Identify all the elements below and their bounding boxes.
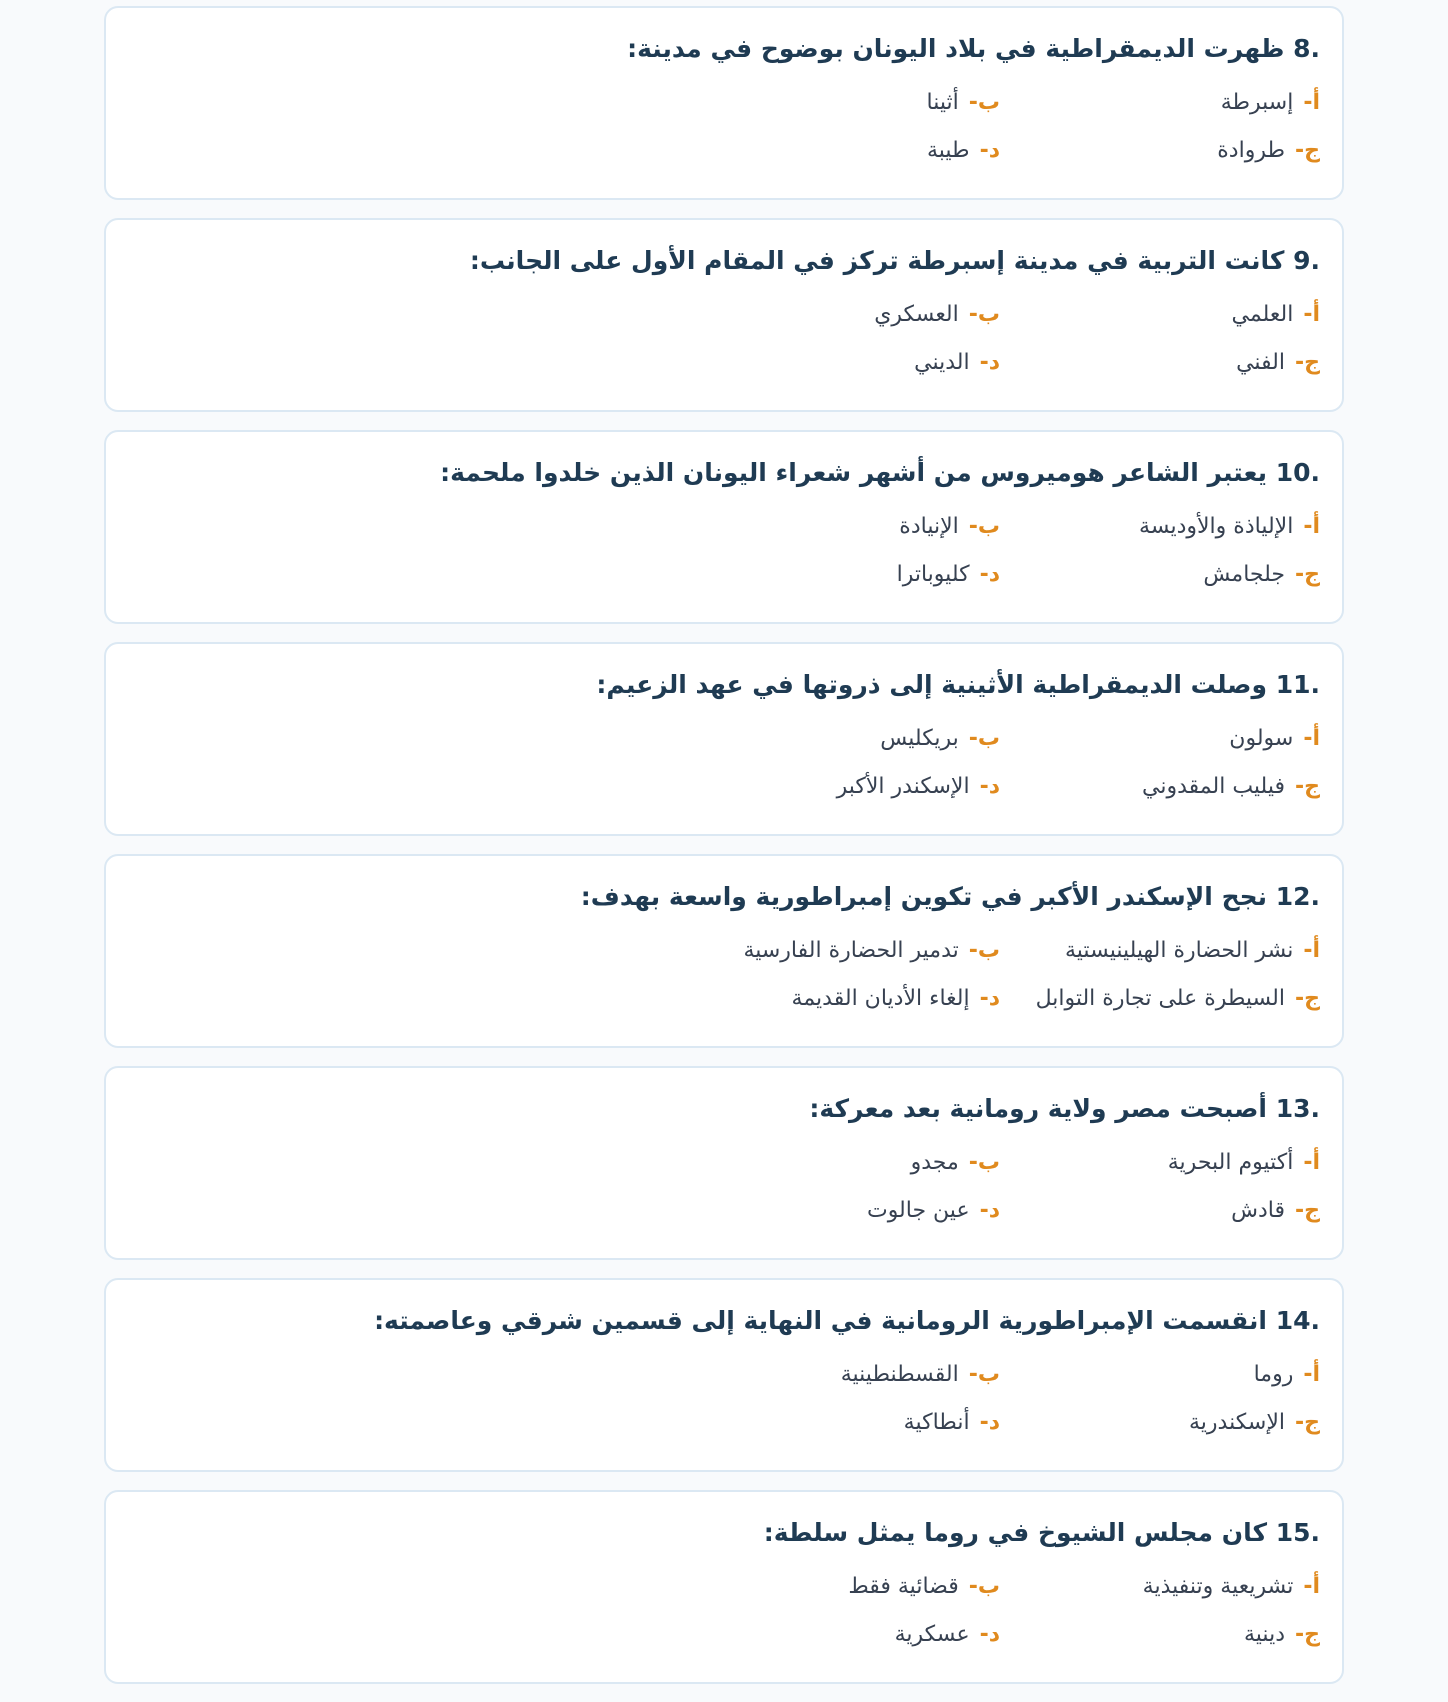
answer-option[interactable]: [680, 346, 1000, 378]
option-letter: أ-: [1303, 513, 1320, 539]
options-grid: [680, 934, 1320, 1014]
question-text: .14 انقسمت الإمبراطورية الرومانية في النهاية إلى قسمين شرقي وعاصمته:: [374, 1306, 1320, 1335]
option-text: بريكليس: [880, 725, 959, 751]
option-text: دينية: [1244, 1621, 1285, 1647]
options-grid: [680, 86, 1320, 166]
option-text: سولون: [1229, 725, 1294, 751]
question-text: .11 وصلت الديمقراطية الأثينية إلى ذروتها في عهد الزعيم:: [596, 670, 1320, 699]
option-text: عين جالوت: [866, 1197, 970, 1223]
question-card: [104, 218, 1344, 412]
option-letter: ج-: [1295, 137, 1320, 163]
options-grid: [680, 510, 1320, 590]
option-text: مجدو: [910, 1149, 959, 1175]
option-text: الإسكندرية: [1189, 1409, 1285, 1435]
options-grid: [680, 298, 1320, 378]
options-grid: [680, 1570, 1320, 1650]
option-letter: د-: [979, 985, 1000, 1011]
option-letter: د-: [979, 1621, 1000, 1647]
answer-option[interactable]: [1000, 298, 1320, 330]
option-text: الإلياذة والأوديسة: [1139, 513, 1294, 539]
option-letter: ج-: [1295, 561, 1320, 587]
option-text: قادش: [1231, 1197, 1285, 1223]
answer-option[interactable]: [1000, 86, 1320, 118]
option-letter: ب-: [968, 301, 1000, 327]
option-text: أكتيوم البحرية: [1167, 1149, 1294, 1175]
option-text: طيبة: [926, 137, 970, 163]
option-letter: د-: [979, 137, 1000, 163]
answer-option[interactable]: [680, 722, 1000, 754]
option-text: كليوباترا: [896, 561, 970, 587]
question-card: [104, 1066, 1344, 1260]
option-letter: ج-: [1295, 1409, 1320, 1435]
option-letter: د-: [979, 561, 1000, 587]
question-card: [104, 430, 1344, 624]
option-text: طروادة: [1217, 137, 1285, 163]
answer-option[interactable]: [1000, 1618, 1320, 1650]
answer-option[interactable]: [1000, 510, 1320, 542]
question-card: [104, 642, 1344, 836]
option-letter: ب-: [968, 1573, 1000, 1599]
options-grid: [680, 1358, 1320, 1438]
option-letter: ب-: [968, 89, 1000, 115]
question-text: .8 ظهرت الديمقراطية في بلاد اليونان بوضوح في مدينة:: [627, 34, 1320, 63]
option-letter: أ-: [1303, 1573, 1320, 1599]
option-text: عسكرية: [894, 1621, 970, 1647]
question-card: [104, 1490, 1344, 1684]
option-text: الديني: [914, 349, 970, 375]
answer-option[interactable]: [680, 934, 1000, 966]
option-text: قضائية فقط: [848, 1573, 959, 1599]
option-text: جلجامش: [1203, 561, 1285, 587]
answer-option[interactable]: [1000, 1146, 1320, 1178]
option-letter: ج-: [1295, 985, 1320, 1011]
option-text: نشر الحضارة الهيلينيستية: [1065, 937, 1294, 963]
answer-option[interactable]: [1000, 346, 1320, 378]
answer-option[interactable]: [680, 1146, 1000, 1178]
option-text: الفني: [1236, 349, 1285, 375]
question-text: .10 يعتبر الشاعر هوميروس من أشهر شعراء اليونان الذين خلدوا ملحمة:: [440, 458, 1320, 487]
question-text: .12 نجح الإسكندر الأكبر في تكوين إمبراطورية واسعة بهدف:: [580, 882, 1320, 911]
option-text: تدمير الحضارة الفارسية: [743, 937, 959, 963]
answer-option[interactable]: [680, 86, 1000, 118]
question-card: [104, 854, 1344, 1048]
option-text: إسبرطة: [1220, 89, 1294, 115]
question-text: .9 كانت التربية في مدينة إسبرطة تركز في المقام الأول على الجانب:: [469, 246, 1320, 275]
option-letter: أ-: [1303, 725, 1320, 751]
option-text: أنطاكية: [903, 1409, 970, 1435]
option-letter: ج-: [1295, 773, 1320, 799]
answer-option[interactable]: [1000, 1194, 1320, 1226]
option-letter: ب-: [968, 513, 1000, 539]
option-letter: ب-: [968, 1361, 1000, 1387]
option-letter: د-: [979, 1197, 1000, 1223]
option-letter: أ-: [1303, 1361, 1320, 1387]
answer-option[interactable]: [1000, 982, 1320, 1014]
answer-option[interactable]: [680, 558, 1000, 590]
answer-option[interactable]: [1000, 722, 1320, 754]
option-letter: ب-: [968, 725, 1000, 751]
question-list: [104, 6, 1344, 1702]
answer-option[interactable]: [680, 1194, 1000, 1226]
option-text: العلمي: [1231, 301, 1294, 327]
option-text: روما: [1253, 1361, 1294, 1387]
option-letter: ب-: [968, 937, 1000, 963]
options-grid: [680, 1146, 1320, 1226]
question-card: [104, 6, 1344, 200]
options-grid: [680, 722, 1320, 802]
option-text: العسكري: [874, 301, 959, 327]
answer-option[interactable]: [680, 298, 1000, 330]
option-letter: أ-: [1303, 301, 1320, 327]
option-text: السيطرة على تجارة التوابل: [1035, 985, 1285, 1011]
answer-option[interactable]: [680, 1570, 1000, 1602]
option-text: تشريعية وتنفيذية: [1142, 1573, 1294, 1599]
answer-option[interactable]: [1000, 770, 1320, 802]
answer-option[interactable]: [680, 982, 1000, 1014]
option-text: إلغاء الأديان القديمة: [791, 985, 970, 1011]
answer-option[interactable]: [680, 1406, 1000, 1438]
option-letter: د-: [979, 1409, 1000, 1435]
option-letter: ب-: [968, 1149, 1000, 1175]
option-letter: د-: [979, 773, 1000, 799]
option-text: فيليب المقدوني: [1142, 773, 1285, 799]
option-letter: ج-: [1295, 349, 1320, 375]
option-letter: د-: [979, 349, 1000, 375]
answer-option[interactable]: [1000, 558, 1320, 590]
answer-option[interactable]: [680, 134, 1000, 166]
option-letter: أ-: [1303, 1149, 1320, 1175]
option-letter: أ-: [1303, 89, 1320, 115]
option-letter: أ-: [1303, 937, 1320, 963]
option-text: الإنيادة: [899, 513, 959, 539]
answer-option[interactable]: [680, 1618, 1000, 1650]
question-text: .13 أصبحت مصر ولاية رومانية بعد معركة:: [809, 1094, 1320, 1123]
option-text: القسطنطينية: [840, 1361, 959, 1387]
question-text: .15 كان مجلس الشيوخ في روما يمثل سلطة:: [763, 1518, 1320, 1547]
answer-option[interactable]: [1000, 934, 1320, 966]
option-text: أثينا: [926, 89, 959, 115]
answer-option[interactable]: [1000, 1570, 1320, 1602]
option-letter: ج-: [1295, 1621, 1320, 1647]
answer-option[interactable]: [680, 770, 1000, 802]
option-letter: ج-: [1295, 1197, 1320, 1223]
answer-option[interactable]: [1000, 1406, 1320, 1438]
answer-option[interactable]: [680, 1358, 1000, 1390]
option-text: الإسكندر الأكبر: [836, 773, 970, 799]
answer-option[interactable]: [1000, 134, 1320, 166]
answer-option[interactable]: [680, 510, 1000, 542]
question-card: [104, 1278, 1344, 1472]
answer-option[interactable]: [1000, 1358, 1320, 1390]
